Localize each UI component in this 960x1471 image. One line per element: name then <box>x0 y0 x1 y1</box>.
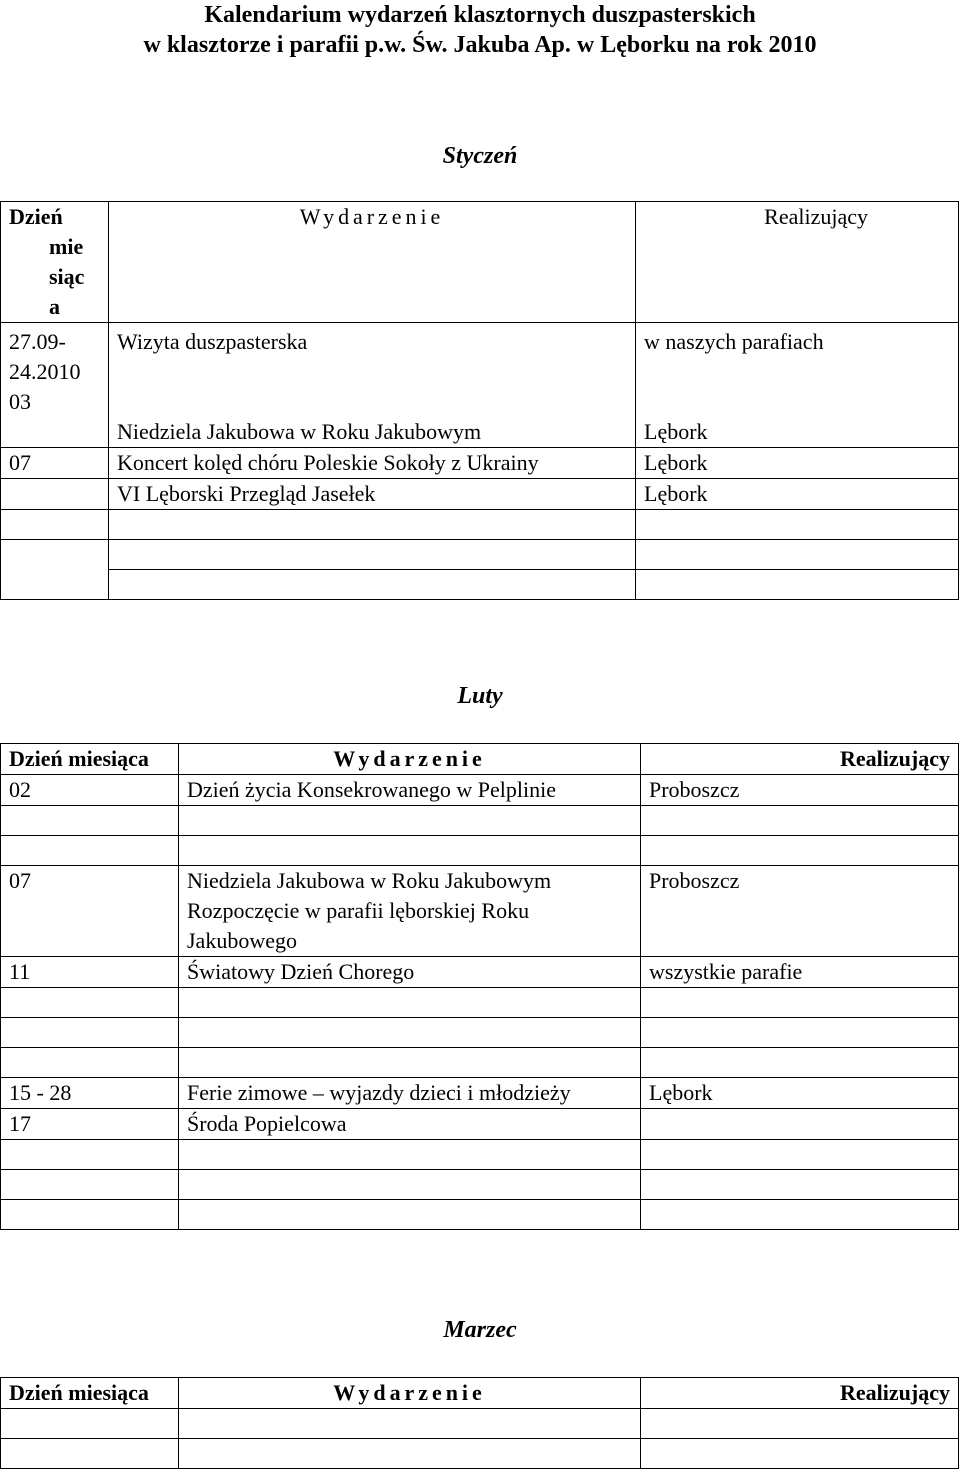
row-realizer <box>641 1018 959 1048</box>
row-realizer <box>641 1439 959 1469</box>
header-realizer: Realizujący <box>641 1378 959 1409</box>
table-row <box>1 1439 959 1469</box>
table-row <box>1 1018 959 1048</box>
header-day: Dzień miesiąca <box>1 744 179 775</box>
row-event: Koncert kolęd chóru Poleskie Sokoły z Ukrainy <box>109 448 636 479</box>
table-header-row <box>1 1378 959 1409</box>
row-day <box>1 510 109 540</box>
table-row <box>1 510 959 540</box>
row-day <box>1 988 179 1018</box>
row-event <box>179 836 641 866</box>
table-row <box>1 417 959 448</box>
header-event <box>179 1378 641 1409</box>
table-row <box>1 988 959 1018</box>
row-day <box>1 1018 179 1048</box>
row-event <box>179 1200 641 1230</box>
row-event: Dzień życia Konsekrowanego w Pelplinie <box>179 775 641 806</box>
row-realizer: w naszych parafiach <box>636 323 959 418</box>
row-realizer <box>636 570 959 600</box>
month-heading-january: Styczeń <box>442 143 518 169</box>
row-realizer: Lębork <box>636 417 959 448</box>
row-day: 07 <box>1 866 179 957</box>
row-realizer <box>641 1109 959 1140</box>
table-row <box>1 1078 959 1109</box>
table-row <box>1 479 959 510</box>
row-event: VI Lęborski Przegląd Jasełek <box>109 479 636 510</box>
table-row <box>1 836 959 866</box>
table-row <box>1 1140 959 1170</box>
row-event <box>109 510 636 540</box>
month-heading-february: Luty <box>457 683 503 709</box>
row-day <box>1 540 109 600</box>
table-row <box>1 1109 959 1140</box>
row-event <box>109 570 636 600</box>
row-realizer <box>641 988 959 1018</box>
row-day <box>1 1439 179 1469</box>
header-day: Dzień miesiąca <box>1 1378 179 1409</box>
february-table <box>0 743 959 1230</box>
row-realizer: Lębork <box>641 1078 959 1109</box>
table-header-row <box>1 202 959 323</box>
table-row <box>1 323 959 418</box>
table-row <box>1 1200 959 1230</box>
table-row <box>1 866 959 957</box>
document-title <box>0 0 960 60</box>
row-realizer <box>641 1170 959 1200</box>
row-event <box>179 1048 641 1078</box>
title-line-1: Kalendarium wydarzeń klasztornych duszpasterskich <box>204 2 756 28</box>
row-event: Niedziela Jakubowa w Roku Jakubowym <box>109 417 636 448</box>
row-realizer <box>641 1048 959 1078</box>
row-realizer: Proboszcz <box>641 866 959 957</box>
table-row <box>1 1409 959 1439</box>
row-event <box>179 1170 641 1200</box>
table-row <box>1 1170 959 1200</box>
header-realizer: Realizujący <box>641 744 959 775</box>
row-event <box>179 1409 641 1439</box>
row-day: 07 <box>1 448 109 479</box>
row-day <box>1 479 109 510</box>
row-day <box>1 806 179 836</box>
table-row <box>1 1048 959 1078</box>
header-event-label: Wydarzenie <box>333 746 486 771</box>
header-event-label: Wydarzenie <box>299 204 445 229</box>
row-event: Światowy Dzień Chorego <box>179 957 641 988</box>
row-day: 02 <box>1 775 179 806</box>
march-table <box>0 1377 959 1469</box>
header-event-label: Wydarzenie <box>333 1380 486 1405</box>
row-day: 17 <box>1 1109 179 1140</box>
row-realizer: Proboszcz <box>641 775 959 806</box>
row-realizer <box>641 1409 959 1439</box>
row-event: Środa Popielcowa <box>179 1109 641 1140</box>
table-header-row <box>1 744 959 775</box>
row-event <box>179 1018 641 1048</box>
header-day: Dzień mie siąc a <box>1 202 109 323</box>
table-row <box>1 957 959 988</box>
table-row <box>1 540 959 570</box>
header-event <box>109 202 636 323</box>
table-row <box>1 570 959 600</box>
row-day <box>1 1170 179 1200</box>
row-day <box>1 836 179 866</box>
row-event <box>179 1140 641 1170</box>
row-realizer: wszystkie parafie <box>641 957 959 988</box>
row-realizer <box>641 836 959 866</box>
row-event <box>179 806 641 836</box>
row-realizer <box>641 1140 959 1170</box>
row-event <box>179 1439 641 1469</box>
january-table <box>0 201 959 600</box>
row-day <box>1 1140 179 1170</box>
row-realizer: Lębork <box>636 479 959 510</box>
row-day <box>1 1048 179 1078</box>
header-realizer: Realizujący <box>636 202 959 323</box>
row-realizer: Lębork <box>636 448 959 479</box>
table-row <box>1 448 959 479</box>
title-line-2: w klasztorze i parafii p.w. Św. Jakuba Ap. w Lęborku na rok 2010 <box>143 32 817 58</box>
row-event: Wizyta duszpasterska <box>109 323 636 418</box>
row-realizer <box>641 1200 959 1230</box>
row-day: 27.09- 24.2010 03 <box>1 323 109 418</box>
row-day <box>1 1409 179 1439</box>
row-event <box>109 540 636 570</box>
row-day <box>1 1200 179 1230</box>
row-event <box>179 988 641 1018</box>
row-day: 11 <box>1 957 179 988</box>
header-event <box>179 744 641 775</box>
row-day <box>1 417 109 448</box>
table-row <box>1 775 959 806</box>
row-day: 15 - 28 <box>1 1078 179 1109</box>
row-event: Niedziela Jakubowa w Roku Jakubowym Rozpoczęcie w parafii lęborskiej Roku Jakubowego <box>179 866 641 957</box>
row-realizer <box>636 540 959 570</box>
row-realizer <box>636 510 959 540</box>
month-heading-march: Marzec <box>443 1317 517 1343</box>
table-row <box>1 806 959 836</box>
row-realizer <box>641 806 959 836</box>
row-event: Ferie zimowe – wyjazdy dzieci i młodzieży <box>179 1078 641 1109</box>
